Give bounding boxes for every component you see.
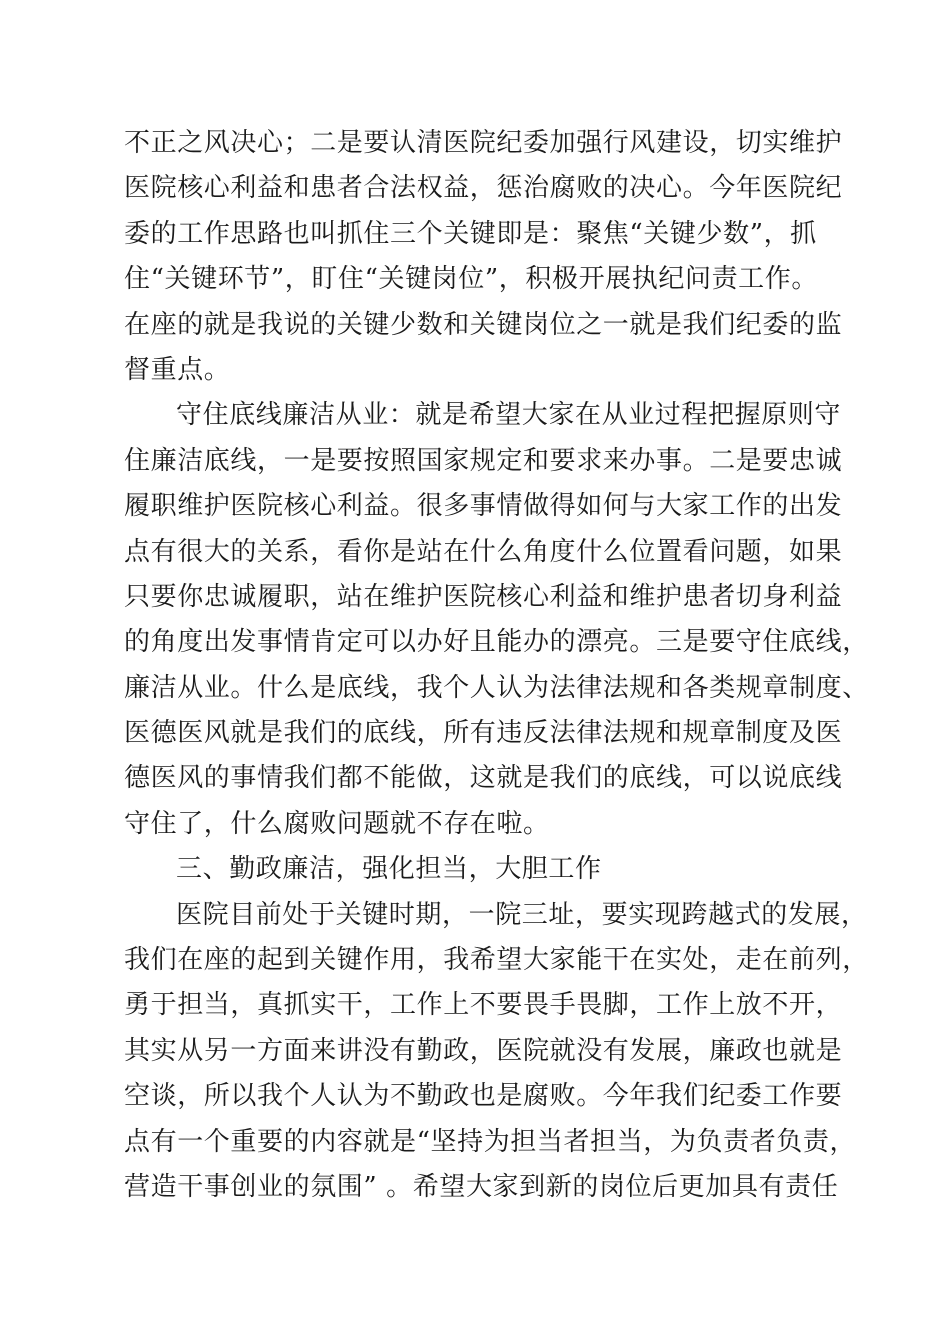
text-line: 在座的就是我说的关键少数和关键岗位之一就是我们纪委的监	[124, 309, 843, 340]
text-line: 委的工作思路也叫抓住三个关键即是：聚焦“关键少数”，抓	[124, 218, 817, 249]
text-line: 点有一个重要的内容就是“坚持为担当者担当，为负责者负责，	[124, 1126, 857, 1157]
paragraph-first-line: 医院目前处于关键时期，一院三址，要实现跨越式的发展，	[176, 899, 868, 930]
text-line: 的角度出发事情肯定可以办好且能办的漂亮。三是要守住底线，	[124, 627, 869, 658]
paragraph-first-line: 守住底线廉洁从业：就是希望大家在从业过程把握原则守	[176, 400, 842, 431]
document-body	[124, 121, 869, 1210]
text-line: 空谈，所以我个人认为不勤政也是腐败。今年我们纪委工作要	[124, 1081, 843, 1112]
text-line: 不正之风决心；二是要认清医院纪委加强行风建设，切实维护	[124, 128, 843, 158]
text-line: 住“关键环节”，盯住“关键岗位”，积极开展执纪问责工作。	[124, 264, 818, 295]
text-line: 住廉洁底线，一是要按照国家规定和要求来办事。二是要忠诚	[124, 445, 843, 476]
text-line: 勇于担当，真抓实干，工作上不要畏手畏脚，工作上放不开，	[124, 990, 843, 1021]
text-line: 廉洁从业。什么是底线，我个人认为法律法规和各类规章制度、	[124, 672, 869, 703]
section-heading: 三、勤政廉洁，强化担当，大胆工作	[176, 854, 602, 885]
text-line: 守住了，什么腐败问题就不存在啦。	[124, 808, 550, 839]
text-line: 只要你忠诚履职，站在维护医院核心利益和维护患者切身利益	[124, 581, 843, 612]
text-line: 履职维护医院核心利益。很多事情做得如何与大家工作的出发	[124, 491, 843, 522]
text-line: 点有很大的关系，看你是站在什么角度什么位置看问题，如果	[124, 536, 843, 567]
text-line: 德医风的事情我们都不能做，这就是我们的底线，可以说底线	[124, 763, 843, 794]
text-line: 营造干事创业的氛围” 。希望大家到新的岗位后更加具有责任	[124, 1171, 839, 1202]
text-line: 督重点。	[124, 354, 231, 385]
text-line: 医德医风就是我们的底线，所有违反法律法规和规章制度及医	[124, 718, 843, 749]
text-line: 其实从另一方面来讲没有勤政，医院就没有发展，廉政也就是	[124, 1035, 843, 1066]
text-line: 我们在座的起到关键作用，我希望大家能干在实处，走在前列，	[124, 945, 869, 976]
text-line: 医院核心利益和患者合法权益，惩治腐败的决心。今年医院纪	[124, 173, 843, 204]
